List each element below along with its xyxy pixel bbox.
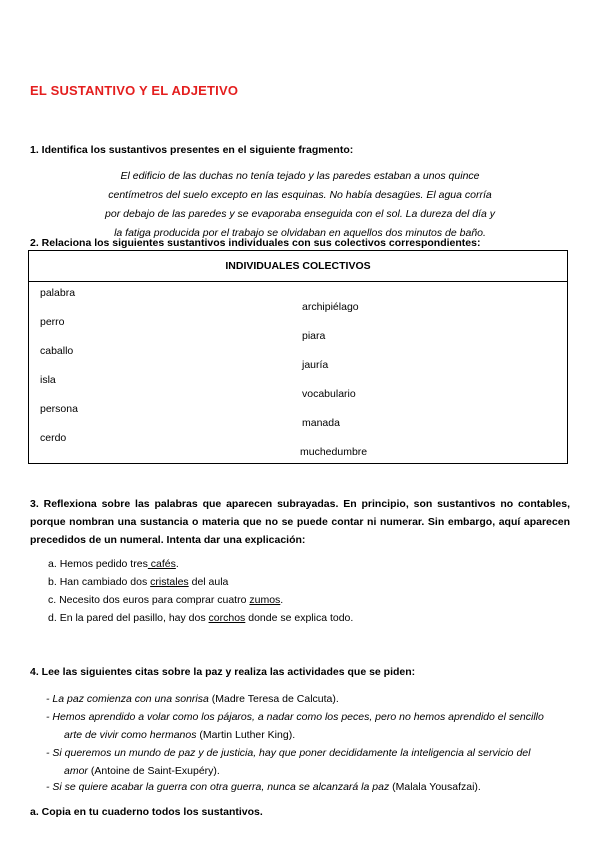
- collective-item: muchedumbre: [300, 446, 368, 458]
- question-4-heading: 4. Lee las siguientes citas sobre la paz y realiza las actividades que se piden:: [30, 666, 416, 678]
- list-text: Necesito dos euros para comprar cuatro: [59, 594, 250, 606]
- question-3-line: 3. Reflexiona sobre las palabras que aparecen subrayadas. En principio, son sustantivos no contables,: [30, 498, 570, 510]
- list-text-end: .: [280, 594, 284, 606]
- list-text-end: donde se explica todo.: [245, 612, 354, 624]
- underlined-word: cristales: [150, 576, 189, 588]
- underlined-word: cafés: [147, 558, 176, 570]
- quote-text: amor: [64, 765, 88, 777]
- list-item: [48, 594, 283, 606]
- list-marker: a.: [48, 558, 57, 570]
- quote: [46, 690, 339, 708]
- list-item: [48, 612, 353, 624]
- matching-table: [28, 250, 568, 464]
- individual-item: isla: [40, 374, 56, 386]
- list-marker: b.: [48, 576, 57, 588]
- fragment-line: por debajo de las paredes y se evaporaba enseguida con el sol. La dureza del día y: [105, 208, 495, 220]
- collective-item: piara: [302, 330, 326, 342]
- question-1-heading: 1. Identifica los sustantivos presentes en el siguiente fragmento:: [30, 144, 354, 156]
- underlined-word: zumos: [249, 594, 281, 606]
- quote-author: (Malala Yousafzai).: [389, 781, 481, 793]
- list-text: Hemos pedido tres: [59, 558, 148, 570]
- question-2-heading: 2. Relaciona los siguientes sustantivos individuales con sus colectivos correspondientes:: [30, 237, 481, 249]
- list-marker: d.: [48, 612, 57, 624]
- list-item: [48, 576, 228, 588]
- quote-author: (Madre Teresa de Calcuta).: [208, 693, 339, 705]
- question-3-line: precedidos de un numeral. Intenta dar una explicación:: [30, 534, 306, 546]
- individual-item: caballo: [40, 345, 74, 357]
- quote: [46, 744, 576, 780]
- table-header: INDIVIDUALES COLECTIVOS: [29, 251, 567, 282]
- quote-text: - La paz comienza con una sonrisa: [46, 693, 209, 705]
- question-1-fragment: [90, 167, 510, 243]
- individual-item: palabra: [40, 287, 76, 299]
- individual-item: cerdo: [40, 432, 67, 444]
- list-marker: c.: [48, 594, 57, 606]
- list-text: Han cambiado dos: [59, 576, 151, 588]
- individual-item: perro: [40, 316, 65, 328]
- underlined-word: corchos: [208, 612, 246, 624]
- quote-text: - Si se quiere acabar la guerra con otra guerra, nunca se alcanzará la paz: [46, 781, 390, 793]
- question-4-sub-a: a. Copia en tu cuaderno todos los sustantivos.: [30, 806, 263, 818]
- quote-author: (Martin Luther King).: [196, 729, 296, 741]
- fragment-line: la fatiga producida por el trabajo se olvidaban en aquellos dos minutos de baño.: [114, 227, 486, 239]
- quote-author: (Antoine de Saint-Exupéry).: [87, 765, 220, 777]
- individual-item: persona: [40, 403, 78, 415]
- list-item: [48, 558, 179, 570]
- fragment-line: centímetros del suelo excepto en las esquinas. No había desagües. El agua corría: [108, 189, 492, 201]
- question-3-heading: [30, 495, 570, 549]
- quote: [46, 778, 481, 796]
- quote: [46, 708, 576, 744]
- collective-item: jauría: [302, 359, 329, 371]
- page-title: EL SUSTANTIVO Y EL ADJETIVO: [30, 83, 239, 98]
- list-text-end: del aula: [188, 576, 229, 588]
- quote-text: arte de vivir como hermanos: [64, 729, 197, 741]
- question-3-line: porque nombran una sustancia o materia que no se puede contar ni numerar. Sin embargo, aquí aparecen: [30, 516, 570, 528]
- fragment-line: El edificio de las duchas no tenía tejado y las paredes estaban a unos quince: [120, 170, 480, 182]
- collective-item: vocabulario: [302, 388, 356, 400]
- collective-item: manada: [302, 417, 340, 429]
- list-text-end: .: [175, 558, 179, 570]
- collective-item: archipiélago: [302, 301, 359, 313]
- quote-text: - Hemos aprendido a volar como los pájaros, a nadar como los peces, pero no hemos aprendido el sencillo: [46, 711, 544, 723]
- list-text: En la pared del pasillo, hay dos: [59, 612, 209, 624]
- quote-text: - Si queremos un mundo de paz y de justicia, hay que poner decididamente la inteligencia al servicio del: [46, 747, 531, 759]
